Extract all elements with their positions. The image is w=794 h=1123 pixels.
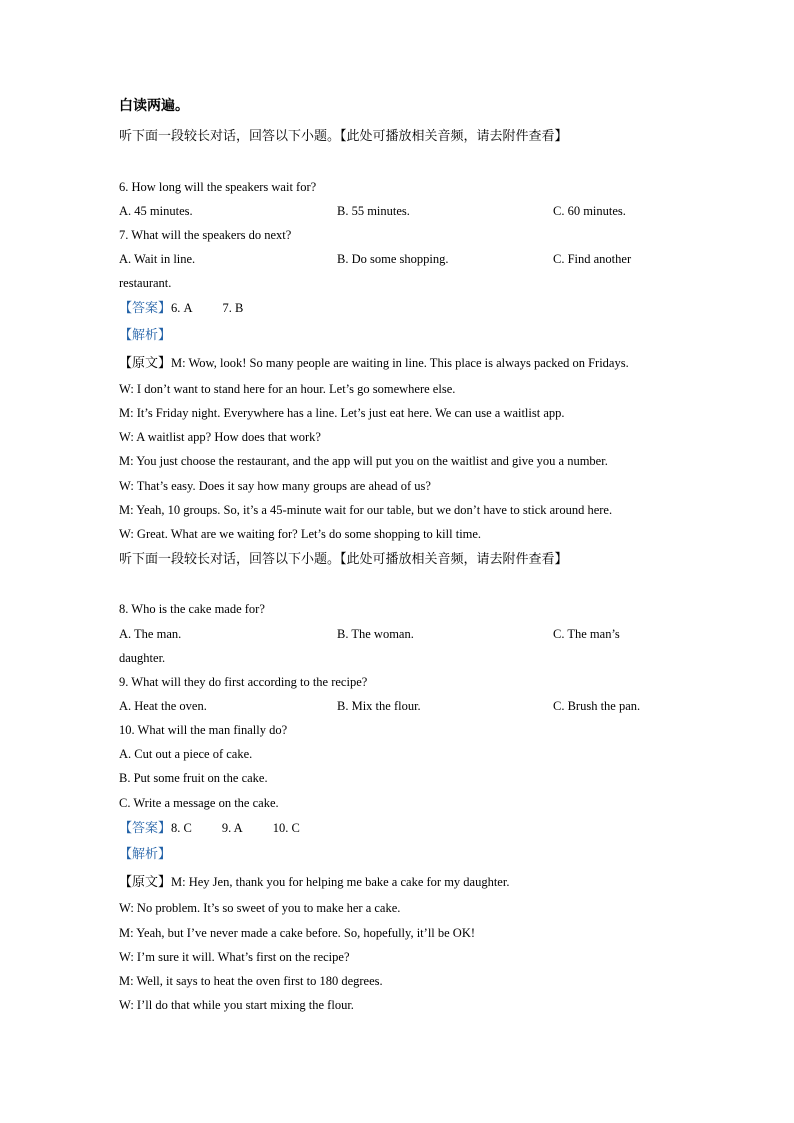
transcript2-line-3: M: Yeah, but I’ve never made a cake before. So, hopefully, it’ll be OK! (119, 926, 476, 940)
answer-line-2 (119, 820, 300, 837)
answer-line-1 (119, 300, 243, 317)
transcript2-line-1 (119, 874, 509, 891)
question-9: 9. What will they do first according to the recipe? (119, 675, 368, 689)
q7-option-a: A. Wait in line. (119, 252, 196, 266)
answer-8: 8. C (171, 821, 192, 835)
question-6: 6. How long will the speakers wait for? (119, 180, 317, 194)
q9-option-a: A. Heat the oven. (119, 699, 207, 713)
answer-tag: 【答案】 (119, 301, 172, 316)
q7-option-c-continued: restaurant. (119, 276, 172, 290)
answer-tag-2: 【答案】 (119, 821, 172, 836)
question-10: 10. What will the man finally do? (119, 723, 288, 737)
q6-option-b: B. 55 minutes. (337, 204, 410, 218)
q10-option-c: C. Write a message on the cake. (119, 796, 279, 810)
q9-option-c: C. Brush the pan. (553, 699, 641, 713)
transcript2-line-5: M: Well, it says to heat the oven first to 180 degrees. (119, 974, 383, 988)
transcript2-line-4: W: I’m sure it will. What’s first on the recipe? (119, 950, 350, 964)
transcript2-line-6: W: I’ll do that while you start mixing the flour. (119, 998, 354, 1012)
answer-10: 10. C (272, 821, 300, 835)
answer-6: 6. A (171, 301, 193, 315)
q6-option-c: C. 60 minutes. (553, 204, 626, 218)
q8-option-c-continued: daughter. (119, 651, 166, 665)
transcript1-line-5: M: You just choose the restaurant, and the app will put you on the waitlist and give you a number. (119, 454, 608, 468)
q6-option-a: A. 45 minutes. (119, 204, 193, 218)
page-heading: 白读两遍。 (119, 98, 189, 114)
q10-option-b: B. Put some fruit on the cake. (119, 771, 268, 785)
analysis-tag-1: 【解析】 (119, 328, 172, 343)
transcript1-line-6: W: That’s easy. Does it say how many groups are ahead of us? (119, 479, 431, 493)
transcript1-text-1: M: Wow, look! So many people are waiting in line. This place is always packed on Fridays. (171, 356, 629, 370)
q7-option-c: C. Find another (553, 252, 632, 266)
transcript2-line-2: W: No problem. It’s so sweet of you to make her a cake. (119, 901, 401, 915)
transcript1-line-7: M: Yeah, 10 groups. So, it’s a 45-minute wait for our table, but we don’t have to stick around here. (119, 503, 613, 517)
q7-option-b: B. Do some shopping. (337, 252, 449, 266)
transcript1-line-1 (119, 355, 629, 372)
transcript1-line-3: M: It’s Friday night. Everywhere has a line. Let’s just eat here. We can use a waitlist app. (119, 406, 565, 420)
answer-9: 9. A (221, 821, 243, 835)
q10-option-a: A. Cut out a piece of cake. (119, 747, 253, 761)
transcript1-line-2: W: I don’t want to stand here for an hour. Let’s go somewhere else. (119, 382, 456, 396)
transcript2-text-1: M: Hey Jen, thank you for helping me bake a cake for my daughter. (171, 875, 510, 889)
analysis-tag-2: 【解析】 (119, 847, 172, 862)
question-8: 8. Who is the cake made for? (119, 602, 265, 616)
section1-instruction: 听下面一段较长对话，回答以下小题。【此处可播放相关音频，请去附件查看】 (119, 129, 568, 144)
answer-7: 7. B (222, 301, 244, 315)
transcript1-line-4: W: A waitlist app? How does that work? (119, 430, 321, 444)
q8-option-c: C. The man’s (553, 627, 620, 641)
q8-option-b: B. The woman. (337, 627, 414, 641)
transcript-tag-1: 【原文】 (119, 356, 172, 371)
question-7: 7. What will the speakers do next? (119, 228, 292, 242)
transcript1-line-8: W: Great. What are we waiting for? Let’s do some shopping to kill time. (119, 527, 482, 541)
q9-option-b: B. Mix the flour. (337, 699, 421, 713)
q8-option-a: A. The man. (119, 627, 182, 641)
transcript-tag-2: 【原文】 (119, 875, 172, 890)
section2-instruction: 听下面一段较长对话，回答以下小题。【此处可播放相关音频，请去附件查看】 (119, 552, 568, 567)
